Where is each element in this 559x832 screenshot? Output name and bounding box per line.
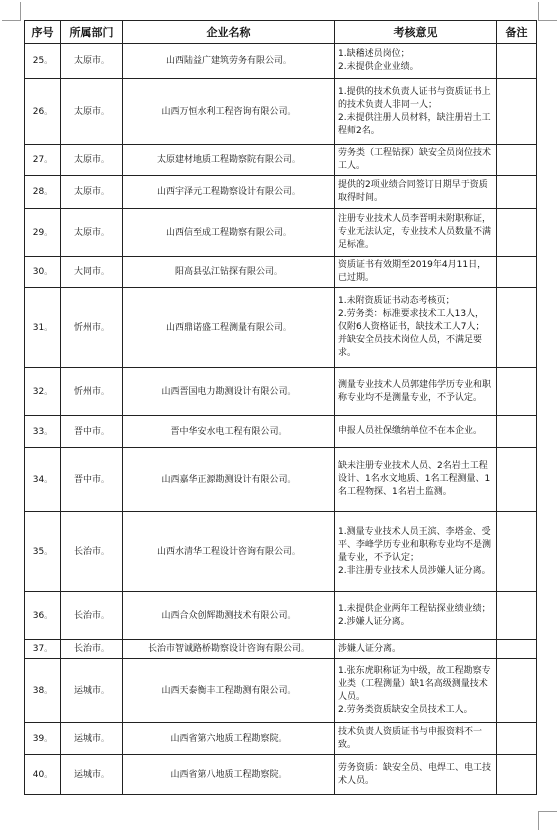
department-name: 运城市 。 — [74, 734, 109, 744]
table-row — [25, 176, 537, 209]
opinion-line: 注册专业技术人员李晋明未附职称证，专业无法认定，专业技术人员数量不满足标准。 — [338, 214, 492, 250]
cell-number — [25, 723, 61, 755]
row-number: 38 。 — [33, 686, 52, 696]
opinion-line: 2.劳务类：标准要求技术工人13人，仅附6人资格证书，缺技术工人7人；并缺安全员技术岗位人员，不满足要求。 — [338, 309, 485, 358]
opinion-line: 缺未注册专业技术人员、2名岩土工程设计、1名水文地质、1名工程测量、1名工程物探、1名岩土监测。 — [338, 461, 491, 497]
company-name: 山西天泰衡丰工程勘测有限公司 。 — [161, 686, 295, 696]
cell-number — [25, 416, 61, 448]
row-number: 30 。 — [33, 267, 52, 277]
table-row — [25, 448, 537, 512]
cell-opinion — [335, 79, 497, 145]
department-name: 太原市 。 — [74, 155, 109, 165]
cell-company — [123, 44, 335, 79]
cell-department — [61, 723, 123, 755]
row-number: 33 。 — [33, 427, 52, 437]
cell-number — [25, 592, 61, 640]
opinion-line: 1.未提供企业两年工程钻探业绩业绩； — [338, 603, 491, 614]
table-row — [25, 640, 537, 659]
opinion-line: 劳务资质：缺安全员、电焊工、电工技术人员。 — [338, 762, 492, 786]
cell-department — [61, 288, 123, 368]
table-row — [25, 755, 537, 795]
cell-remark — [497, 145, 537, 176]
cell-opinion — [335, 592, 497, 640]
table-row — [25, 368, 537, 416]
cell-number — [25, 288, 61, 368]
company-name: 山西省第八地质工程勘察院 。 — [170, 770, 286, 780]
cell-company — [123, 755, 335, 795]
table-header-row — [25, 21, 537, 44]
table-row — [25, 145, 537, 176]
department-name: 长治市 。 — [74, 644, 109, 654]
cell-number — [25, 755, 61, 795]
company-name: 山西万恒水利工程咨询有限公司 。 — [161, 107, 295, 117]
table-row — [25, 592, 537, 640]
row-number: 40 。 — [33, 770, 52, 780]
cell-company — [123, 448, 335, 512]
cell-department — [61, 368, 123, 416]
cell-opinion — [335, 448, 497, 512]
cell-department — [61, 640, 123, 659]
corner-crop-mark — [2, 2, 21, 21]
cell-remark — [497, 512, 537, 592]
cell-company — [123, 512, 335, 592]
row-number: 26 。 — [33, 107, 52, 117]
company-name: 山西鼎诺盛工程测量有限公司 。 — [166, 323, 291, 333]
table-row — [25, 79, 537, 145]
cell-department — [61, 79, 123, 145]
cell-remark — [497, 592, 537, 640]
opinion-line: 技术负责人资质证书与申报资料不一致。 — [338, 726, 483, 750]
cell-department — [61, 145, 123, 176]
department-name: 忻州市 。 — [74, 323, 109, 333]
cell-company — [123, 257, 335, 288]
department-name: 太原市 。 — [74, 187, 109, 197]
opinion-line: 1.提供的技术负责人证书与资质证书上的技术负责人非同一人； — [338, 86, 491, 110]
opinion-line: 2.涉嫌人证分离。 — [338, 616, 410, 627]
row-number: 32 。 — [33, 387, 52, 397]
cell-company — [123, 79, 335, 145]
opinion-line: 2.未提供注册人员材料，缺注册岩土工程师2名。 — [338, 112, 491, 136]
department-name: 运城市 。 — [74, 686, 109, 696]
cell-opinion — [335, 209, 497, 257]
cell-remark — [497, 79, 537, 145]
opinion-line: 1.未附资质证书动态考核页； — [338, 296, 455, 306]
cell-remark — [497, 755, 537, 795]
company-name: 长治市智诚路桥勘察设计咨询有限公司 。 — [148, 644, 309, 654]
cell-department — [61, 659, 123, 723]
cell-opinion — [335, 416, 497, 448]
table-row — [25, 512, 537, 592]
company-name: 山西合众创辉勘测技术有限公司 。 — [161, 611, 295, 621]
cell-department — [61, 209, 123, 257]
cell-company — [123, 659, 335, 723]
cell-company — [123, 209, 335, 257]
table-row — [25, 257, 537, 288]
cell-department — [61, 176, 123, 209]
department-name: 长治市 。 — [74, 547, 109, 557]
cell-remark — [497, 288, 537, 368]
review-table — [24, 20, 537, 795]
table-row — [25, 723, 537, 755]
cell-company — [123, 640, 335, 659]
opinion-line: 申报人员社保缴纳单位不在本企业。 — [338, 426, 483, 436]
cell-opinion — [335, 257, 497, 288]
department-name: 晋中市 。 — [74, 427, 109, 437]
department-name: 忻州市 。 — [74, 387, 109, 397]
company-name: 山西信至成工程勘察有限公司 。 — [166, 228, 291, 238]
cell-opinion — [335, 288, 497, 368]
cell-opinion — [335, 659, 497, 723]
row-number: 36 。 — [33, 611, 52, 621]
cell-company — [123, 176, 335, 209]
row-number: 29 。 — [33, 228, 52, 238]
cell-opinion — [335, 368, 497, 416]
cell-number — [25, 659, 61, 723]
row-number: 28 。 — [33, 187, 52, 197]
cell-remark — [497, 368, 537, 416]
department-name: 运城市 。 — [74, 770, 109, 780]
opinion-line: 1.缺稽述员岗位； — [338, 49, 410, 59]
row-number: 31 。 — [33, 323, 52, 333]
cell-opinion — [335, 755, 497, 795]
cell-opinion — [335, 176, 497, 209]
header-department: 所属部门 — [61, 21, 123, 44]
cell-company — [123, 723, 335, 755]
cell-department — [61, 512, 123, 592]
cell-opinion — [335, 512, 497, 592]
cell-opinion — [335, 723, 497, 755]
cell-opinion — [335, 44, 497, 79]
row-number: 34 。 — [33, 475, 52, 485]
opinion-line: 劳务类（工程钻探）缺安全员岗位技术工人。 — [338, 148, 492, 171]
cell-department — [61, 755, 123, 795]
department-name: 大同市 。 — [74, 267, 109, 277]
table-row — [25, 44, 537, 79]
header-number: 序号 — [25, 21, 61, 44]
cell-remark — [497, 416, 537, 448]
company-name: 阳高县弘江钻探有限公司 。 — [175, 267, 282, 277]
table-row — [25, 288, 537, 368]
cell-remark — [497, 448, 537, 512]
cell-number — [25, 640, 61, 659]
row-number: 25 。 — [33, 56, 52, 66]
cell-department — [61, 44, 123, 79]
opinion-line: 资质证书有效期至2019年4月11日，已过期。 — [338, 260, 487, 283]
opinion-line: 1.测量专业技术人员王滨、李塔金、受平、李峰学历专业和职称专业均不是测量专业，不予认定； — [338, 526, 492, 563]
opinion-line: 涉嫌人证分离。 — [338, 643, 402, 654]
cell-department — [61, 416, 123, 448]
opinion-line: 测量专业技术人员郭建伟学历专业和职称专业均不是测量专业，不予认定。 — [338, 379, 492, 403]
company-name: 山西宇泽元工程勘察设计有限公司 。 — [157, 187, 300, 197]
opinion-line: 提供的2项业绩合同签订日期早于资质取得时间。 — [338, 180, 488, 203]
row-number: 27 。 — [33, 155, 52, 165]
cell-opinion — [335, 640, 497, 659]
opinion-line: 2.劳务类资质缺安全员技术工人。 — [338, 704, 473, 715]
opinion-line: 2.未提供企业业绩。 — [338, 62, 419, 72]
company-name: 山西陆益广建筑劳务有限公司 。 — [166, 56, 291, 66]
company-name: 山西晋国电力勘测设计有限公司 。 — [161, 387, 295, 397]
cell-company — [123, 416, 335, 448]
row-number: 35 。 — [33, 547, 52, 557]
cell-remark — [497, 659, 537, 723]
cell-department — [61, 448, 123, 512]
cell-number — [25, 79, 61, 145]
cell-remark — [497, 723, 537, 755]
cell-number — [25, 448, 61, 512]
department-name: 晋中市 。 — [74, 475, 109, 485]
department-name: 长治市 。 — [74, 611, 109, 621]
opinion-line: 2.非注册专业技术人员涉嫌人证分离。 — [338, 565, 491, 576]
corner-crop-mark — [538, 811, 557, 830]
header-opinion: 考核意见 — [335, 21, 497, 44]
cell-number — [25, 209, 61, 257]
cell-remark — [497, 209, 537, 257]
row-number: 39 。 — [33, 734, 52, 744]
cell-department — [61, 257, 123, 288]
cell-remark — [497, 44, 537, 79]
header-company: 企业名称 — [123, 21, 335, 44]
company-name: 山西嘉华正源勘测设计有限公司 。 — [161, 475, 295, 485]
cell-remark — [497, 176, 537, 209]
department-name: 太原市 。 — [74, 56, 109, 66]
cell-company — [123, 288, 335, 368]
company-name: 太原建材地质工程勘察院有限公司 。 — [157, 155, 300, 165]
cell-number — [25, 176, 61, 209]
opinion-line: 1.张东虎职称证为中级，故工程勘察专业类（工程测量）缺1名高级测量技术人员。 — [338, 665, 491, 702]
cell-department — [61, 592, 123, 640]
company-name: 山西省第六地质工程勘察院 。 — [170, 734, 286, 744]
table-row — [25, 659, 537, 723]
cell-remark — [497, 257, 537, 288]
table-row — [25, 209, 537, 257]
cell-number — [25, 368, 61, 416]
corner-crop-mark — [538, 2, 557, 21]
cell-number — [25, 257, 61, 288]
cell-company — [123, 368, 335, 416]
table-row — [25, 416, 537, 448]
company-name: 山西水清华工程设计咨询有限公司 。 — [157, 547, 300, 557]
cell-opinion — [335, 145, 497, 176]
department-name: 太原市 。 — [74, 228, 109, 238]
company-name: 晋中华安水电工程有限公司 。 — [170, 427, 286, 437]
cell-remark — [497, 640, 537, 659]
cell-company — [123, 145, 335, 176]
cell-number — [25, 145, 61, 176]
row-number: 37 。 — [33, 644, 52, 654]
header-remark: 备注 — [497, 21, 537, 44]
cell-number — [25, 44, 61, 79]
cell-company — [123, 592, 335, 640]
cell-number — [25, 512, 61, 592]
table-body — [25, 44, 537, 795]
department-name: 太原市 。 — [74, 107, 109, 117]
